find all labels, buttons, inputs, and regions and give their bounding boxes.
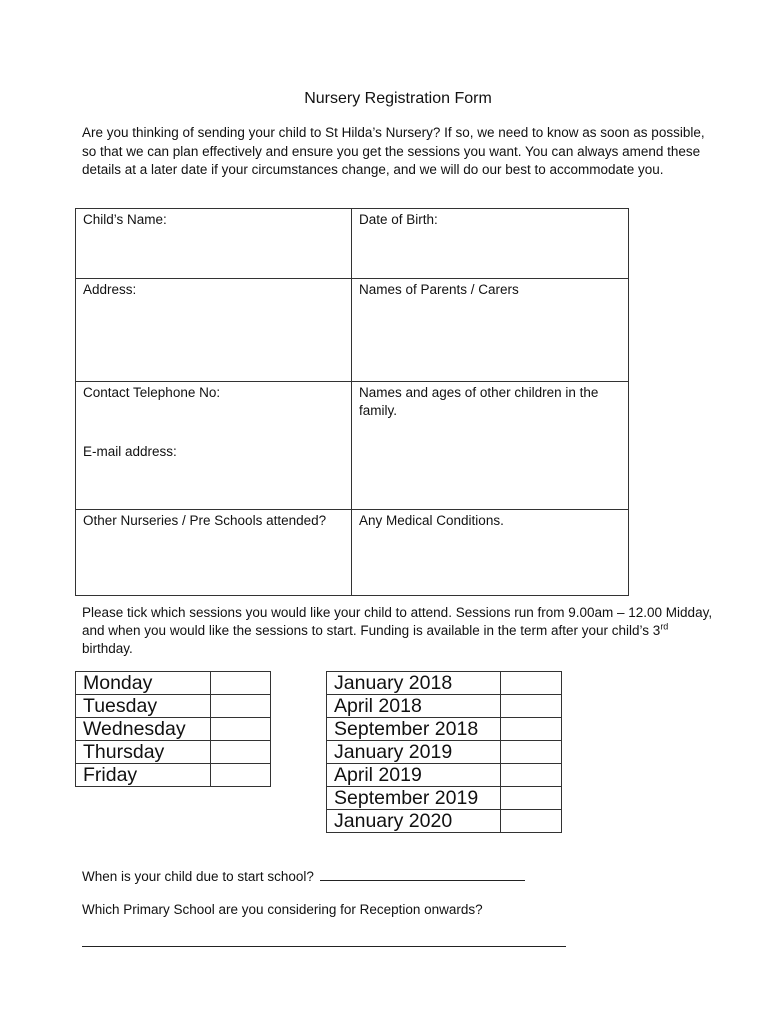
start-date-label: September 2018 bbox=[327, 718, 501, 741]
parents-field[interactable] bbox=[352, 279, 629, 382]
address-label: Address: bbox=[83, 282, 137, 297]
telephone-label: Contact Telephone No: bbox=[83, 385, 221, 400]
school-start-label: When is your child due to start school? bbox=[82, 869, 314, 884]
school-start-question bbox=[82, 866, 525, 886]
start-date-label: September 2019 bbox=[327, 787, 501, 810]
start-date-label: April 2019 bbox=[327, 764, 501, 787]
medical-conditions-label: Any Medical Conditions. bbox=[359, 513, 504, 528]
address-field[interactable] bbox=[76, 279, 352, 382]
day-tick-box[interactable] bbox=[211, 718, 271, 741]
child-name-label: Child’s Name: bbox=[83, 212, 167, 227]
school-start-answer-line[interactable] bbox=[320, 866, 525, 881]
day-row bbox=[76, 718, 271, 741]
day-row bbox=[76, 672, 271, 695]
start-date-row bbox=[327, 787, 562, 810]
start-date-row bbox=[327, 718, 562, 741]
form-title: Nursery Registration Form bbox=[304, 90, 492, 107]
sessions-instructions bbox=[82, 604, 722, 658]
other-children-field[interactable] bbox=[352, 382, 629, 510]
date-of-birth-field[interactable] bbox=[352, 209, 629, 279]
child-name-field[interactable] bbox=[76, 209, 352, 279]
start-date-label: April 2018 bbox=[327, 695, 501, 718]
day-tick-box[interactable] bbox=[211, 672, 271, 695]
day-label: Thursday bbox=[76, 741, 211, 764]
medical-conditions-field[interactable] bbox=[352, 510, 629, 596]
primary-school-answer-line[interactable] bbox=[82, 946, 566, 947]
start-date-row bbox=[327, 810, 562, 833]
intro-paragraph: Are you thinking of sending your child to St Hilda’s Nursery? If so, we need to know as soon as possible, so that we can plan effectively and ensure you get the sessions you want. You can always amend these details at a later date if your circumstances change, and we will do our best to accommodate you. bbox=[82, 125, 705, 177]
start-date-label: January 2020 bbox=[327, 810, 501, 833]
day-label: Wednesday bbox=[76, 718, 211, 741]
primary-school-question: Which Primary School are you considering for Reception onwards? bbox=[82, 902, 483, 917]
start-date-tick-box[interactable] bbox=[501, 672, 562, 695]
sessions-text-end: birthday. bbox=[82, 641, 133, 656]
sessions-text-main: Please tick which sessions you would like your child to attend. Sessions run from 9.00am – 12.00 Midday, and when you would like the sessions to start. Funding is available in the term after your child’s 3 bbox=[82, 605, 713, 638]
parents-label: Names of Parents / Carers bbox=[359, 282, 519, 297]
start-date-label: January 2018 bbox=[327, 672, 501, 695]
day-row bbox=[76, 764, 271, 787]
start-date-row bbox=[327, 764, 562, 787]
start-date-row bbox=[327, 695, 562, 718]
start-date-tick-box[interactable] bbox=[501, 787, 562, 810]
day-label: Tuesday bbox=[76, 695, 211, 718]
day-tick-box[interactable] bbox=[211, 741, 271, 764]
start-date-row bbox=[327, 672, 562, 695]
day-row bbox=[76, 741, 271, 764]
other-children-label: Names and ages of other children in the family. bbox=[359, 385, 599, 418]
details-table bbox=[75, 208, 629, 596]
day-label: Monday bbox=[76, 672, 211, 695]
start-dates-table bbox=[326, 671, 562, 833]
start-date-label: January 2019 bbox=[327, 741, 501, 764]
start-date-tick-box[interactable] bbox=[501, 741, 562, 764]
other-nurseries-field[interactable] bbox=[76, 510, 352, 596]
ordinal-suffix: rd bbox=[660, 621, 669, 632]
days-table bbox=[75, 671, 271, 787]
start-date-tick-box[interactable] bbox=[501, 718, 562, 741]
day-row bbox=[76, 695, 271, 718]
day-label: Friday bbox=[76, 764, 211, 787]
start-date-row bbox=[327, 741, 562, 764]
start-date-tick-box[interactable] bbox=[501, 695, 562, 718]
email-label: E-mail address: bbox=[83, 444, 177, 459]
date-of-birth-label: Date of Birth: bbox=[359, 212, 438, 227]
day-tick-box[interactable] bbox=[211, 764, 271, 787]
contact-field[interactable] bbox=[76, 382, 352, 510]
other-nurseries-label: Other Nurseries / Pre Schools attended? bbox=[83, 513, 327, 528]
start-date-tick-box[interactable] bbox=[501, 764, 562, 787]
day-tick-box[interactable] bbox=[211, 695, 271, 718]
start-date-tick-box[interactable] bbox=[501, 810, 562, 833]
